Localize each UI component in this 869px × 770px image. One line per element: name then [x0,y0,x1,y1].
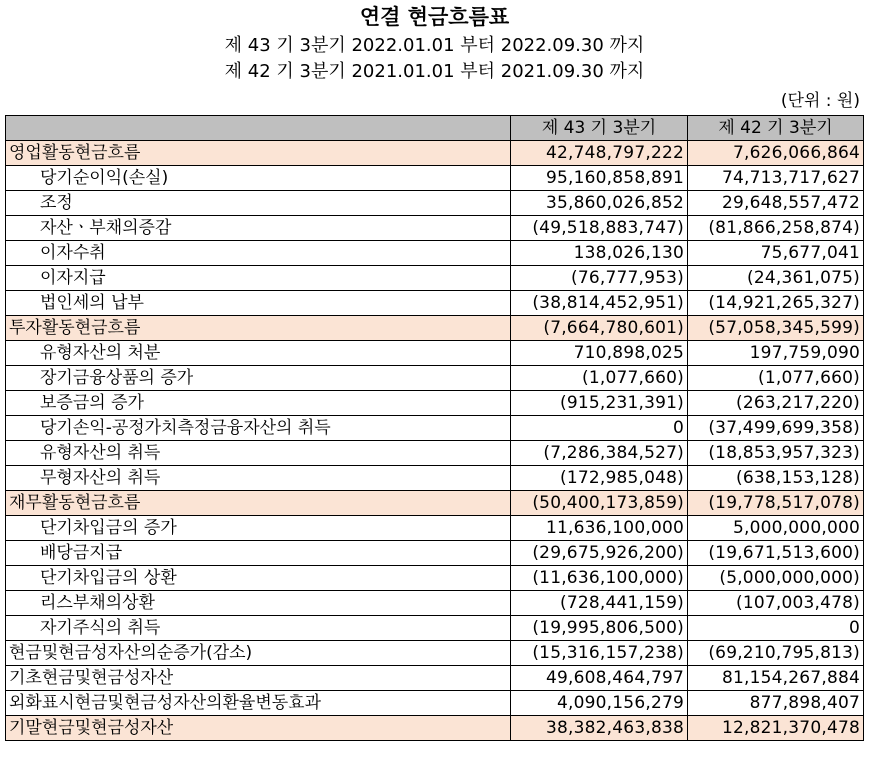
row-value-previous: (14,921,265,327) [688,291,864,316]
row-value-previous: 5,000,000,000 [688,516,864,541]
table-header-row [6,116,864,141]
table-row [6,691,864,716]
cash-flow-table [5,115,864,741]
row-value-current: 710,898,025 [511,341,688,366]
row-label: 이자지급 [6,266,511,291]
row-value-previous: 197,759,090 [688,341,864,366]
row-value-previous: 74,713,717,627 [688,166,864,191]
table-row [6,616,864,641]
table-row [6,416,864,441]
row-value-previous: (69,210,795,813) [688,641,864,666]
row-value-previous: (638,153,128) [688,466,864,491]
row-label: 투자활동현금흐름 [6,316,511,341]
row-label: 조정 [6,191,511,216]
row-value-previous: 81,154,267,884 [688,666,864,691]
row-value-previous: 7,626,066,864 [688,141,864,166]
row-value-current: (29,675,926,200) [511,541,688,566]
row-value-previous: 0 [688,616,864,641]
table-row [6,266,864,291]
row-value-previous: (19,671,513,600) [688,541,864,566]
table-row [6,366,864,391]
row-value-current: (915,231,391) [511,391,688,416]
row-value-previous: 877,898,407 [688,691,864,716]
row-value-current: (15,316,157,238) [511,641,688,666]
header-previous-period: 제 42 기 3분기 [688,116,864,141]
table-row [6,216,864,241]
row-label: 무형자산의 취득 [6,466,511,491]
row-label: 단기차입금의 증가 [6,516,511,541]
table-row [6,241,864,266]
row-value-current: (7,664,780,601) [511,316,688,341]
period-current: 제 43 기 3분기 2022.01.01 부터 2022.09.30 까지 [224,35,645,56]
row-label: 법인세의 납부 [6,291,511,316]
row-label: 기초현금및현금성자산 [6,666,511,691]
statement-title: 연결 현금흐름표 [359,5,510,29]
row-label: 외화표시현금및현금성자산의환율변동효과 [6,691,511,716]
table-row [6,391,864,416]
table-row [6,641,864,666]
table-row [6,341,864,366]
row-label: 이자수취 [6,241,511,266]
unit-label: (단위 : 원) [780,91,860,111]
row-value-previous: (19,778,517,078) [688,491,864,516]
row-value-previous: (5,000,000,000) [688,566,864,591]
row-label: 당기손익-공정가치측정금융자산의 취득 [6,416,511,441]
row-value-current: 49,608,464,797 [511,666,688,691]
row-value-previous: (81,866,258,874) [688,216,864,241]
row-value-current: (172,985,048) [511,466,688,491]
row-value-current: 4,090,156,279 [511,691,688,716]
table-row [6,566,864,591]
row-value-previous: 75,677,041 [688,241,864,266]
table-row [6,591,864,616]
row-value-current: (11,636,100,000) [511,566,688,591]
header-current-period: 제 43 기 3분기 [511,116,688,141]
row-value-current: (50,400,173,859) [511,491,688,516]
row-value-current: 95,160,858,891 [511,166,688,191]
row-value-current: (19,995,806,500) [511,616,688,641]
table-row [6,541,864,566]
row-value-previous: 29,648,557,472 [688,191,864,216]
row-value-current: 0 [511,416,688,441]
row-value-previous: 12,821,370,478 [688,716,864,741]
row-value-current: 42,748,797,222 [511,141,688,166]
table-row [6,291,864,316]
row-value-current: 38,382,463,838 [511,716,688,741]
row-value-current: 138,026,130 [511,241,688,266]
table-row [6,141,864,166]
period-previous: 제 42 기 3분기 2021.01.01 부터 2021.09.30 까지 [224,61,645,82]
row-label: 배당금지급 [6,541,511,566]
row-value-current: (728,441,159) [511,591,688,616]
row-label: 당기순이익(손실) [6,166,511,191]
row-label: 현금및현금성자산의순증가(감소) [6,641,511,666]
table-row [6,166,864,191]
row-value-previous: (107,003,478) [688,591,864,616]
table-row [6,666,864,691]
header-label [6,116,511,141]
row-value-current: 11,636,100,000 [511,516,688,541]
row-value-current: (1,077,660) [511,366,688,391]
row-label: 재무활동현금흐름 [6,491,511,516]
table-row [6,466,864,491]
table-row [6,716,864,741]
row-value-previous: (18,853,957,323) [688,441,864,466]
row-value-previous: (24,361,075) [688,266,864,291]
row-value-current: 35,860,026,852 [511,191,688,216]
row-label: 자기주식의 취득 [6,616,511,641]
row-value-previous: (57,058,345,599) [688,316,864,341]
table-row [6,441,864,466]
row-label: 영업활동현금흐름 [6,141,511,166]
row-value-previous: (263,217,220) [688,391,864,416]
row-label: 유형자산의 처분 [6,341,511,366]
table-row [6,491,864,516]
row-value-current: (7,286,384,527) [511,441,688,466]
row-label: 단기차입금의 상환 [6,566,511,591]
row-value-previous: (37,499,699,358) [688,416,864,441]
table-row [6,316,864,341]
row-label: 유형자산의 취득 [6,441,511,466]
row-label: 장기금융상품의 증가 [6,366,511,391]
row-value-current: (49,518,883,747) [511,216,688,241]
row-value-current: (38,814,452,951) [511,291,688,316]
table-row [6,191,864,216]
row-label: 자산ㆍ부채의증감 [6,216,511,241]
row-label: 기말현금및현금성자산 [6,716,511,741]
row-label: 리스부채의상환 [6,591,511,616]
row-value-current: (76,777,953) [511,266,688,291]
row-label: 보증금의 증가 [6,391,511,416]
table-row [6,516,864,541]
row-value-previous: (1,077,660) [688,366,864,391]
